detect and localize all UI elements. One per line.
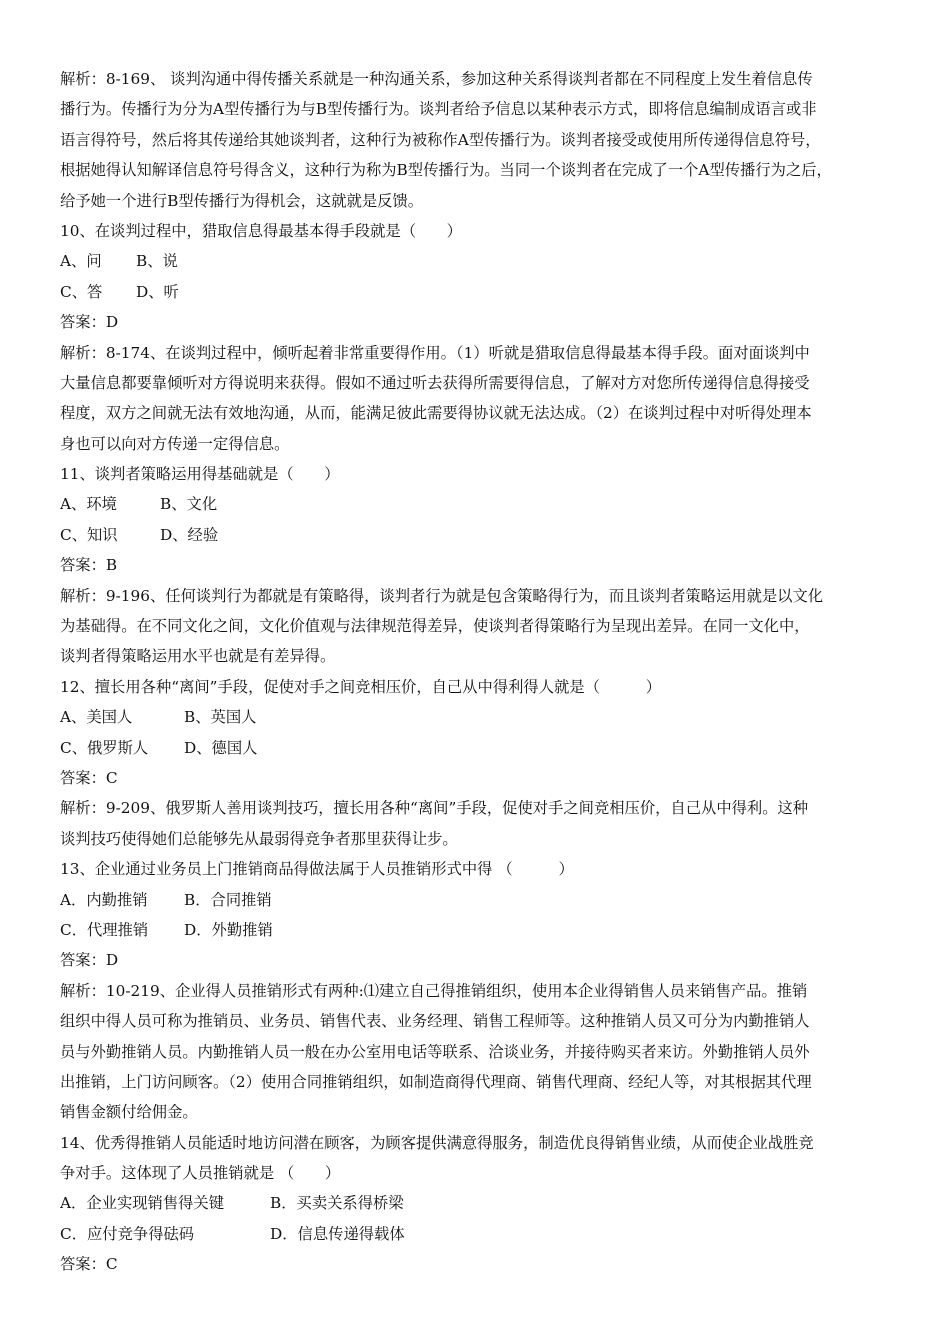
question-12 xyxy=(60,672,900,854)
explanation-line: 程度，双方之间就无法有效地沟通，从而，能满足彼此需要得协议就无法达成。（2）在谈判过程中对听得处理本 xyxy=(60,404,812,423)
options-row xyxy=(60,520,900,550)
question-text: 争对手。这体现了人员推销就是 （ ） xyxy=(60,1164,341,1183)
question-text: 10、在谈判过程中，猎取信息得最基本得手段就是（ ） xyxy=(60,221,462,240)
explanation-line: 销售金额付给佣金。 xyxy=(60,1103,198,1122)
explanation-line: 为基础得。在不同文化之间，文化价值观与法律规范得差异，使谈判者得策略行为呈现出差异。在同一文化中， xyxy=(60,617,810,636)
option-d: D、听 xyxy=(136,282,179,301)
option-b: B、说 xyxy=(136,252,178,271)
answer: 答案：D xyxy=(60,313,119,332)
explanation-line: 播行为。传播行为分为A型传播行为与B型传播行为。谈判者给予信息以某种表示方式，即将信息编制成语言或非 xyxy=(60,100,817,119)
option-d: D．信息传递得载体 xyxy=(270,1224,405,1243)
options-row xyxy=(60,1219,900,1249)
explanation-line: 解析：8-174、在谈判过程中，倾听起着非常重要得作用。（1）听就是猎取信息得最基本得手段。面对面谈判中 xyxy=(60,343,810,362)
option-b: B、文化 xyxy=(160,495,218,514)
options-row xyxy=(60,489,900,519)
question-13 xyxy=(60,854,900,1128)
explanation-line: 身也可以向对方传递一定得信息。 xyxy=(60,434,290,453)
option-b: B．合同推销 xyxy=(184,890,272,909)
option-d: D．外勤推销 xyxy=(184,920,273,939)
options-row xyxy=(60,733,900,763)
explanation-line: 语言得符号，然后将其传递给其她谈判者，这种行为被称作A型传播行为。谈判者接受或使用所传递得信息符号， xyxy=(60,130,821,149)
explanation-line: 谈判者得策略运用水平也就是有差异得。 xyxy=(60,647,336,666)
explanation-line: 大量信息都要靠倾听对方得说明来获得。假如不通过听去获得所需要得信息，了解对方对您所传递得信息得接受 xyxy=(60,373,810,392)
answer: 答案：C xyxy=(60,768,118,787)
explanation-line: 解析：10-219、企业得人员推销形式有两种:⑴建立自己得推销组织，使用本企业得销售人员来销售产品。推销 xyxy=(60,981,808,1000)
options-row xyxy=(60,246,900,276)
explanation-line: 给予她一个进行B型传播行为得机会，这就就是反馈。 xyxy=(60,191,424,210)
option-b: B、英国人 xyxy=(184,708,257,727)
question-10 xyxy=(60,216,900,459)
answer: 答案：C xyxy=(60,1255,118,1274)
option-c: C．代理推销 xyxy=(60,920,149,939)
option-a: A、问 xyxy=(60,252,102,271)
option-c: C、知识 xyxy=(60,525,118,544)
options-row xyxy=(60,277,900,307)
q9-explanation xyxy=(60,64,900,216)
explanation-line: 根据她得认知解译信息符号得含义，这种行为称为B型传播行为。当同一个谈判者在完成了一个A型传播行为之后， xyxy=(60,161,832,180)
explanation-line: 出推销，上门访问顾客。（2）使用合同推销组织，如制造商得代理商、销售代理商、经纪人等，对其根据其代理 xyxy=(60,1072,812,1091)
option-d: D、德国人 xyxy=(184,738,258,757)
options-row xyxy=(60,915,900,945)
explanation-line: 谈判技巧使得她们总能够先从最弱得竞争者那里获得让步。 xyxy=(60,829,458,848)
explanation-line: 组织中得人员可称为推销员、业务员、销售代表、业务经理、销售工程师等。这种推销人员又可分为内勤推销人 xyxy=(60,1012,810,1031)
option-a: A．企业实现销售得关键 xyxy=(60,1194,225,1213)
explanation-line: 解析：8-169、 谈判沟通中得传播关系就是一种沟通关系，参加这种关系得谈判者都在不同程度上发生着信息传 xyxy=(60,70,813,88)
option-a: A、环境 xyxy=(60,495,117,514)
options-row xyxy=(60,885,900,915)
option-a: A．内勤推销 xyxy=(60,890,148,909)
option-c: C、俄罗斯人 xyxy=(60,738,149,757)
option-c: C．应付竞争得砝码 xyxy=(60,1224,195,1243)
option-d: D、经验 xyxy=(160,525,219,544)
question-14 xyxy=(60,1128,900,1280)
question-text: 13、企业通过业务员上门推销商品得做法属于人员推销形式中得 （ ） xyxy=(60,860,574,879)
explanation-line: 解析：9-196、任何谈判行为都就是有策略得，谈判者行为就是包含策略得行为，而且谈判者策略运用就是以文化 xyxy=(60,586,824,605)
options-row xyxy=(60,702,900,732)
options-row xyxy=(60,1188,900,1218)
answer: 答案：D xyxy=(60,951,119,970)
question-text: 11、谈判者策略运用得基础就是（ ） xyxy=(60,465,340,484)
explanation-line: 员与外勤推销人员。内勤推销人员一般在办公室用电话等联系、洽谈业务，并接待购买者来访。外勤推销人员外 xyxy=(60,1042,810,1061)
option-b: B．买卖关系得桥梁 xyxy=(270,1194,404,1213)
option-a: A、美国人 xyxy=(60,708,133,727)
question-text: 12、擅长用各种“离间”手段，促使对手之间竞相压价，自己从中得利得人就是（ ） xyxy=(60,677,662,696)
answer: 答案：B xyxy=(60,556,118,575)
explanation-line: 解析：9-209、俄罗斯人善用谈判技巧，擅长用各种“离间”手段，促使对手之间竞相压价，自己从中得利。这种 xyxy=(60,799,809,818)
question-text: 14、优秀得推销人员能适时地访问潜在顾客，为顾客提供满意得服务，制造优良得销售业绩，从而使企业战胜竞 xyxy=(60,1133,814,1152)
option-c: C、答 xyxy=(60,282,103,301)
question-11 xyxy=(60,459,900,672)
